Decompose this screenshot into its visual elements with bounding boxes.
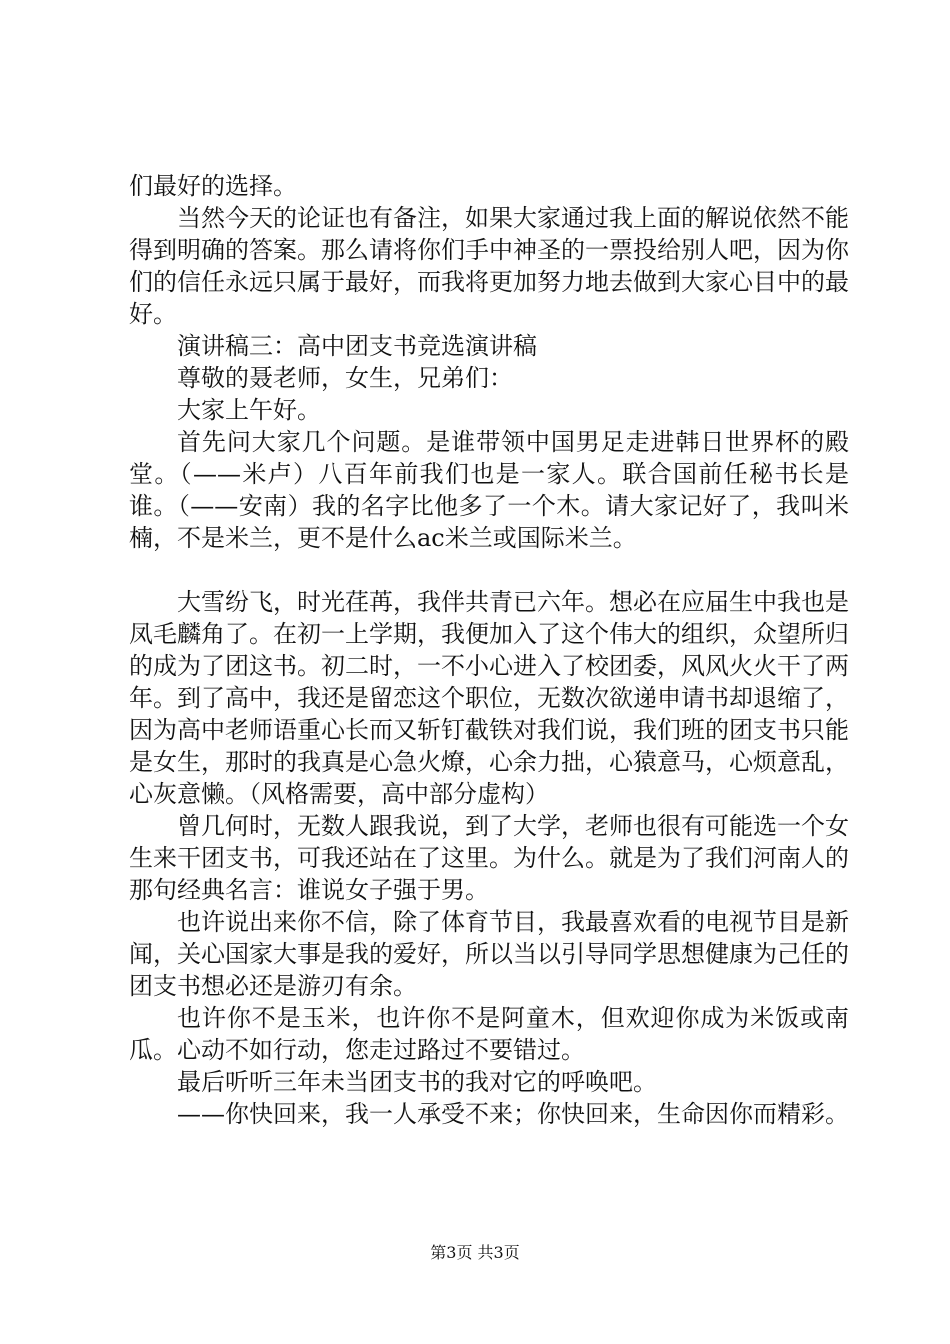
paragraph-why: 曾几何时，无数人跟我说，到了大学，老师也很有可能选一个女生来干团支书，可我还站在了这里。为什么。就是为了我们河南人的那句经典名言：谁说女子强于男。 — [129, 812, 849, 904]
paragraph-experience: 大雪纷飞，时光荏苒，我伴共青已六年。想必在应届生中我也是凤毛麟角了。在初一上学期，我便加入了这个伟大的组织，众望所归的成为了团这书。初二时，一不小心进入了校团委，风风火火干了两年。到了高中，我还是留恋这个职位，无数次欲递申请书却退缩了，因为高中老师语重心长而又斩钉截铁对我们说，我们班的团支书只能是女生，那时的我真是心急火燎，心余力拙，心猿意马，心烦意乱，心灰意懒。（风格需要，高中部分虚构） — [129, 588, 849, 808]
paragraph-welcome: 也许你不是玉米，也许你不是阿童木，但欢迎你成为米饭或南瓜。心动不如行动，您走过路过不要错过。 — [129, 1004, 849, 1064]
salutation: 尊敬的聂老师，女生，兄弟们： — [177, 364, 513, 392]
paragraph-closing: 最后听听三年未当团支书的我对它的呼唤吧。 — [177, 1068, 657, 1096]
document-body — [129, 170, 849, 1130]
greeting: 大家上午好。 — [177, 396, 321, 424]
paragraph-hobby: 也许说出来你不信，除了体育节目，我最喜欢看的电视节目是新闻，关心国家大事是我的爱好，所以当以引导同学思想健康为己任的团支书想必还是游刃有余。 — [129, 908, 849, 1000]
paragraph-1: 们最好的选择。 — [129, 172, 297, 200]
paragraph-2: 当然今天的论证也有备注，如果大家通过我上面的解说依然不能得到明确的答案。那么请将你们手中神圣的一票投给别人吧，因为你们的信任永远只属于最好，而我将更加努力地去做到大家心目中的最好。 — [129, 204, 849, 328]
paragraph-song: ——你快回来，我一人承受不来；你快回来，生命因你而精彩。 — [177, 1100, 849, 1128]
page-footer: 第3页 共3页 — [430, 1243, 520, 1262]
speech-title: 演讲稿三：高中团支书竞选演讲稿 — [177, 332, 537, 360]
paragraph-questions: 首先问大家几个问题。是谁带领中国男足走进韩日世界杯的殿堂。（——米卢）八百年前我们也是一家人。联合国前任秘书长是谁。（——安南）我的名字比他多了一个木。请大家记好了，我叫米楠，不是米兰，更不是什么ac米兰或国际米兰。 — [129, 428, 849, 552]
